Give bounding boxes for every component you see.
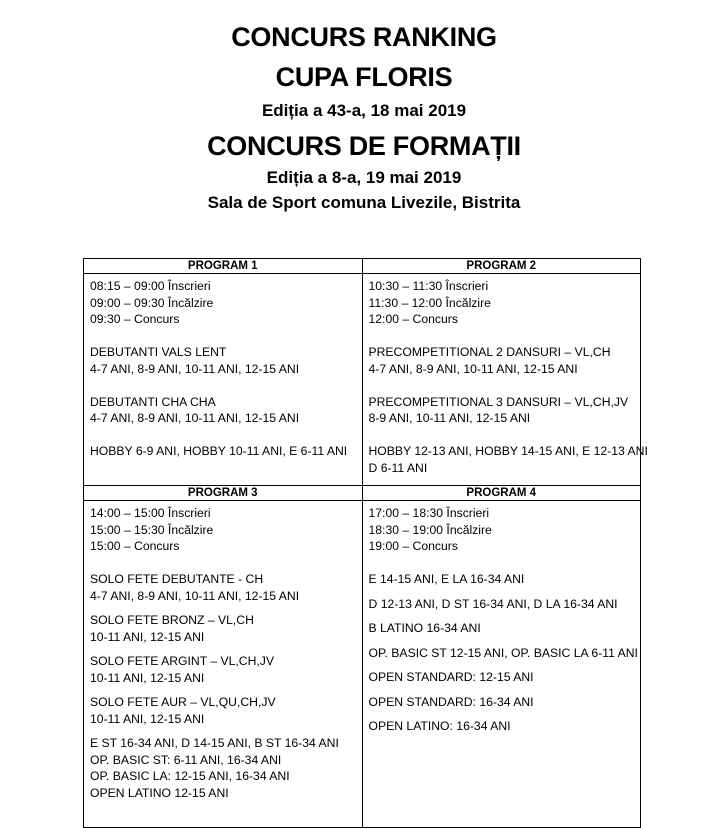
category-line: DEBUTANTI CHA CHA — [90, 394, 216, 409]
category-line: 4-7 ANI, 8-9 ANI, 10-11 ANI, 12-15 ANI — [90, 411, 300, 425]
category-line: D 12-13 ANI, D ST 16-34 ANI, D LA 16-34 ANI — [368, 596, 618, 611]
program-1-header: PROGRAM 1 — [84, 259, 363, 274]
program-3-header: PROGRAM 3 — [84, 486, 363, 501]
document-page — [0, 18, 728, 812]
program-4-header: PROGRAM 4 — [362, 486, 641, 501]
category-line: OPEN LATINO: 16-34 ANI — [368, 719, 511, 733]
schedule-line: 09:00 – 09:30 Încălzire — [90, 295, 214, 310]
category-line: HOBBY 6-9 ANI, HOBBY 10-11 ANI, E 6-11 ANI — [90, 444, 348, 458]
schedule-line: 14:00 – 15:00 Înscrieri — [90, 506, 211, 520]
category-line: SOLO FETE AUR – VL,QU,CH,JV — [90, 695, 276, 709]
category-line: OP. BASIC ST: 6-11 ANI, 16-34 ANI — [90, 752, 282, 767]
category-line: B LATINO 16-34 ANI — [368, 621, 481, 635]
category-line: 4-7 ANI, 8-9 ANI, 10-11 ANI, 12-15 ANI — [90, 588, 300, 603]
category-line: 4-7 ANI, 8-9 ANI, 10-11 ANI, 12-15 ANI — [368, 361, 578, 376]
category-line: OP. BASIC LA: 12-15 ANI, 16-34 ANI — [90, 769, 290, 783]
category-line: E ST 16-34 ANI, D 14-15 ANI, B ST 16-34 ANI — [90, 736, 339, 750]
category-line: PRECOMPETITIONAL 3 DANSURI – VL,CH,JV — [368, 394, 629, 409]
category-line: SOLO FETE ARGINT – VL,CH,JV — [90, 654, 274, 668]
edition-ranking: Ediția a 43-a, 18 mai 2019 — [261, 101, 467, 120]
title-concurs-formatii: CONCURS DE FORMAȚII — [207, 131, 521, 161]
category-line: E 14-15 ANI, E LA 16-34 ANI — [368, 572, 525, 586]
category-line: 10-11 ANI, 12-15 ANI — [90, 670, 205, 685]
category-line: 8-9 ANI, 10-11 ANI, 12-15 ANI — [368, 411, 531, 425]
schedule-line: 17:00 – 18:30 Înscrieri — [368, 506, 490, 520]
schedule-line: 19:00 – Concurs — [368, 539, 458, 553]
program-table — [83, 258, 648, 828]
schedule-line: 12:00 – Concurs — [368, 312, 458, 326]
schedule-line: 15:00 – Concurs — [90, 539, 180, 553]
schedule-line: 08:15 – 09:00 Înscrieri — [90, 279, 211, 293]
category-line: D 6-11 ANI — [368, 460, 428, 475]
schedule-line: 15:00 – 15:30 Încălzire — [90, 522, 214, 537]
category-line: OPEN LATINO 12-15 ANI — [90, 785, 229, 800]
program-1-cell — [84, 274, 363, 486]
category-line: DEBUTANTI VALS LENT — [90, 345, 227, 359]
category-line: OPEN STANDARD: 16-34 ANI — [368, 694, 534, 709]
category-line: PRECOMPETITIONAL 2 DANSURI – VL,CH — [368, 345, 611, 359]
edition-formatii: Ediția a 8-a, 19 mai 2019 — [266, 168, 462, 187]
category-line: SOLO FETE DEBUTANTE - CH — [90, 572, 264, 586]
schedule-line: 18:30 – 19:00 Încălzire — [368, 522, 492, 537]
program-4-cell — [362, 501, 641, 828]
category-line: HOBBY 12-13 ANI, HOBBY 14-15 ANI, E 12-13 ANI — [368, 444, 648, 458]
schedule-line: 11:30 – 12:00 Încălzire — [368, 295, 491, 310]
category-line: OPEN STANDARD: 12-15 ANI — [368, 670, 534, 684]
schedule-line: 09:30 – Concurs — [90, 312, 180, 326]
program-2-header: PROGRAM 2 — [362, 259, 641, 274]
category-line: OP. BASIC ST 12-15 ANI, OP. BASIC LA 6-11 ANI — [368, 645, 638, 660]
title-cupa-floris: CUPA FLORIS — [275, 62, 453, 92]
program-2-cell — [362, 274, 648, 486]
title-concurs-ranking: CONCURS RANKING — [231, 22, 497, 52]
category-line: 10-11 ANI, 12-15 ANI — [90, 629, 205, 644]
category-line: SOLO FETE BRONZ – VL,CH — [90, 613, 254, 627]
program-3-cell — [84, 501, 363, 828]
venue: Sala de Sport comuna Livezile, Bistrita — [207, 193, 521, 212]
schedule-line: 10:30 – 11:30 Înscrieri — [368, 279, 489, 293]
category-line: 10-11 ANI, 12-15 ANI — [90, 711, 205, 726]
category-line: 4-7 ANI, 8-9 ANI, 10-11 ANI, 12-15 ANI — [90, 361, 300, 376]
